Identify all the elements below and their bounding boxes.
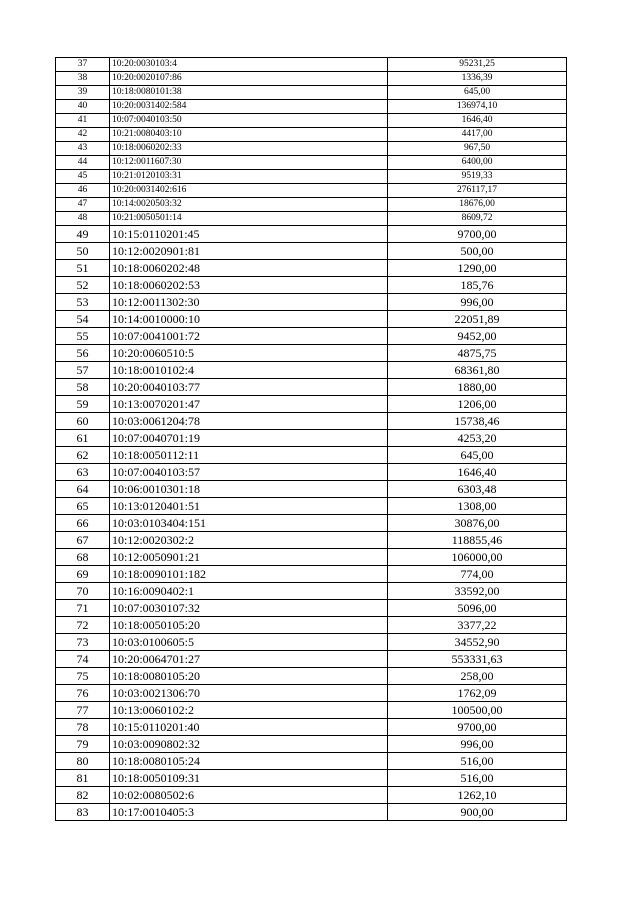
amount-cell: 996,00 [388, 294, 567, 311]
amount-cell: 1262,10 [388, 787, 567, 804]
amount-cell: 996,00 [388, 736, 567, 753]
amount-cell: 516,00 [388, 770, 567, 787]
cadastral-number-cell: 10:13:0120401:51 [110, 498, 388, 515]
cadastral-number-cell: 10:18:0050109:31 [110, 770, 388, 787]
table-row [56, 753, 567, 770]
table-row [56, 396, 567, 413]
cadastral-number-cell: 10:20:0064701:27 [110, 651, 388, 668]
cadastral-number-cell: 10:16:0090402:1 [110, 583, 388, 600]
row-number-cell: 56 [56, 345, 110, 362]
row-number-cell: 83 [56, 804, 110, 821]
cadastral-number-cell: 10:07:0030107:32 [110, 600, 388, 617]
row-number-cell: 72 [56, 617, 110, 634]
row-number-cell: 74 [56, 651, 110, 668]
cadastral-number-cell: 10:14:0020503:32 [110, 198, 388, 212]
table-row [56, 277, 567, 294]
amount-cell: 6400,00 [388, 156, 567, 170]
row-number-cell: 80 [56, 753, 110, 770]
row-number-cell: 44 [56, 156, 110, 170]
row-number-cell: 64 [56, 481, 110, 498]
cadastral-number-cell: 10:03:0090802:32 [110, 736, 388, 753]
amount-cell: 9700,00 [388, 719, 567, 736]
table-row [56, 736, 567, 753]
cadastral-number-cell: 10:20:0031402:616 [110, 184, 388, 198]
row-number-cell: 51 [56, 260, 110, 277]
amount-cell: 118855,46 [388, 532, 567, 549]
table-row [56, 362, 567, 379]
cadastral-number-cell: 10:21:0080403:10 [110, 128, 388, 142]
row-number-cell: 75 [56, 668, 110, 685]
amount-cell: 4417,00 [388, 128, 567, 142]
amount-cell: 645,00 [388, 86, 567, 100]
amount-cell: 34552,90 [388, 634, 567, 651]
amount-cell: 3377,22 [388, 617, 567, 634]
cadastral-number-cell: 10:20:0020107:86 [110, 72, 388, 86]
row-number-cell: 81 [56, 770, 110, 787]
amount-cell: 33592,00 [388, 583, 567, 600]
cadastral-number-cell: 10:18:0060202:53 [110, 277, 388, 294]
table-row [56, 212, 567, 226]
table-row [56, 86, 567, 100]
row-number-cell: 55 [56, 328, 110, 345]
row-number-cell: 78 [56, 719, 110, 736]
table-row [56, 128, 567, 142]
cadastral-number-cell: 10:20:0031402:584 [110, 100, 388, 114]
table-row [56, 243, 567, 260]
table-row [56, 430, 567, 447]
row-number-cell: 77 [56, 702, 110, 719]
cadastral-number-cell: 10:02:0080502:6 [110, 787, 388, 804]
row-number-cell: 50 [56, 243, 110, 260]
row-number-cell: 66 [56, 515, 110, 532]
cadastral-number-cell: 10:13:0070201:47 [110, 396, 388, 413]
amount-cell: 68361,80 [388, 362, 567, 379]
table-row [56, 345, 567, 362]
row-number-cell: 82 [56, 787, 110, 804]
table-row [56, 481, 567, 498]
cadastral-number-cell: 10:06:0010301:18 [110, 481, 388, 498]
amount-cell: 9452,00 [388, 328, 567, 345]
cadastral-number-cell: 10:18:0080105:20 [110, 668, 388, 685]
cadastral-number-cell: 10:12:0020901:81 [110, 243, 388, 260]
table-row [56, 260, 567, 277]
amount-cell: 6303,48 [388, 481, 567, 498]
table-row [56, 379, 567, 396]
row-number-cell: 39 [56, 86, 110, 100]
cadastral-number-cell: 10:20:0060510:5 [110, 345, 388, 362]
row-number-cell: 57 [56, 362, 110, 379]
amount-cell: 136974,10 [388, 100, 567, 114]
table-row [56, 719, 567, 736]
amount-cell: 1646,40 [388, 114, 567, 128]
cadastral-number-cell: 10:15:0110201:40 [110, 719, 388, 736]
amount-cell: 30876,00 [388, 515, 567, 532]
row-number-cell: 61 [56, 430, 110, 447]
row-number-cell: 70 [56, 583, 110, 600]
table-row [56, 668, 567, 685]
amount-cell: 553331,63 [388, 651, 567, 668]
table-row [56, 294, 567, 311]
row-number-cell: 62 [56, 447, 110, 464]
table-row [56, 170, 567, 184]
table-row [56, 634, 567, 651]
cadastral-number-cell: 10:18:0050105:20 [110, 617, 388, 634]
cadastral-number-cell: 10:18:0050112:11 [110, 447, 388, 464]
table-row [56, 787, 567, 804]
table-row [56, 702, 567, 719]
amount-cell: 967,50 [388, 142, 567, 156]
cadastral-number-cell: 10:18:0060202:33 [110, 142, 388, 156]
cadastral-number-cell: 10:03:0061204:78 [110, 413, 388, 430]
amount-cell: 900,00 [388, 804, 567, 821]
table-row [56, 72, 567, 86]
table-row [56, 156, 567, 170]
cadastral-number-cell: 10:21:0050501:14 [110, 212, 388, 226]
amount-cell: 18676,00 [388, 198, 567, 212]
cadastral-number-cell: 10:03:0021306:70 [110, 685, 388, 702]
row-number-cell: 63 [56, 464, 110, 481]
amount-cell: 4875,75 [388, 345, 567, 362]
table-row [56, 532, 567, 549]
row-number-cell: 40 [56, 100, 110, 114]
cadastral-number-cell: 10:07:0040103:57 [110, 464, 388, 481]
amount-cell: 1336,39 [388, 72, 567, 86]
amount-cell: 15738,46 [388, 413, 567, 430]
table-row [56, 100, 567, 114]
amount-cell: 9519,33 [388, 170, 567, 184]
cadastral-number-cell: 10:12:0011607:30 [110, 156, 388, 170]
amount-cell: 100500,00 [388, 702, 567, 719]
amount-cell: 774,00 [388, 566, 567, 583]
cadastral-number-cell: 10:14:0010000:10 [110, 311, 388, 328]
table-row [56, 515, 567, 532]
amount-cell: 185,76 [388, 277, 567, 294]
cadastral-number-cell: 10:12:0050901:21 [110, 549, 388, 566]
amount-cell: 5096,00 [388, 600, 567, 617]
row-number-cell: 76 [56, 685, 110, 702]
row-number-cell: 54 [56, 311, 110, 328]
cadastral-number-cell: 10:03:0100605:5 [110, 634, 388, 651]
table-row [56, 549, 567, 566]
row-number-cell: 41 [56, 114, 110, 128]
cadastral-number-cell: 10:13:0060102:2 [110, 702, 388, 719]
row-number-cell: 42 [56, 128, 110, 142]
amount-cell: 1762,09 [388, 685, 567, 702]
table-row [56, 142, 567, 156]
row-number-cell: 43 [56, 142, 110, 156]
row-number-cell: 73 [56, 634, 110, 651]
table-row [56, 58, 567, 72]
cadastral-number-cell: 10:03:0103404:151 [110, 515, 388, 532]
row-number-cell: 45 [56, 170, 110, 184]
cadastral-number-cell: 10:18:0060202:48 [110, 260, 388, 277]
amount-cell: 1206,00 [388, 396, 567, 413]
cadastral-value-table [55, 57, 567, 821]
table-row [56, 311, 567, 328]
table-row [56, 600, 567, 617]
amount-cell: 1880,00 [388, 379, 567, 396]
amount-cell: 95231,25 [388, 58, 567, 72]
table-row [56, 498, 567, 515]
amount-cell: 8609,72 [388, 212, 567, 226]
cadastral-number-cell: 10:15:0110201:45 [110, 226, 388, 243]
table-row [56, 328, 567, 345]
row-number-cell: 65 [56, 498, 110, 515]
row-number-cell: 71 [56, 600, 110, 617]
amount-cell: 258,00 [388, 668, 567, 685]
cadastral-number-cell: 10:07:0040701:19 [110, 430, 388, 447]
row-number-cell: 49 [56, 226, 110, 243]
table-row [56, 184, 567, 198]
row-number-cell: 48 [56, 212, 110, 226]
table-row [56, 114, 567, 128]
table-row [56, 413, 567, 430]
amount-cell: 1646,40 [388, 464, 567, 481]
table-row [56, 685, 567, 702]
row-number-cell: 68 [56, 549, 110, 566]
cadastral-number-cell: 10:18:0080105:24 [110, 753, 388, 770]
cadastral-number-cell: 10:07:0040103:50 [110, 114, 388, 128]
amount-cell: 9700,00 [388, 226, 567, 243]
table-row [56, 226, 567, 243]
cadastral-number-cell: 10:12:0011302:30 [110, 294, 388, 311]
table-row [56, 464, 567, 481]
table-row [56, 617, 567, 634]
amount-cell: 500,00 [388, 243, 567, 260]
table-row [56, 566, 567, 583]
row-number-cell: 53 [56, 294, 110, 311]
amount-cell: 22051,89 [388, 311, 567, 328]
table-row [56, 770, 567, 787]
cadastral-number-cell: 10:18:0080101:38 [110, 86, 388, 100]
amount-cell: 106000,00 [388, 549, 567, 566]
cadastral-number-cell: 10:20:0040103:77 [110, 379, 388, 396]
amount-cell: 516,00 [388, 753, 567, 770]
cadastral-number-cell: 10:17:0010405:3 [110, 804, 388, 821]
row-number-cell: 46 [56, 184, 110, 198]
amount-cell: 1308,00 [388, 498, 567, 515]
row-number-cell: 60 [56, 413, 110, 430]
amount-cell: 276117,17 [388, 184, 567, 198]
cadastral-number-cell: 10:20:0030103:4 [110, 58, 388, 72]
cadastral-number-cell: 10:18:0090101:182 [110, 566, 388, 583]
table-body [56, 58, 567, 821]
row-number-cell: 58 [56, 379, 110, 396]
row-number-cell: 59 [56, 396, 110, 413]
table-row [56, 198, 567, 212]
table-row [56, 583, 567, 600]
row-number-cell: 37 [56, 58, 110, 72]
row-number-cell: 69 [56, 566, 110, 583]
row-number-cell: 47 [56, 198, 110, 212]
cadastral-number-cell: 10:12:0020302:2 [110, 532, 388, 549]
cadastral-number-cell: 10:21:0120103:31 [110, 170, 388, 184]
row-number-cell: 67 [56, 532, 110, 549]
row-number-cell: 38 [56, 72, 110, 86]
row-number-cell: 79 [56, 736, 110, 753]
table-row [56, 804, 567, 821]
cadastral-number-cell: 10:18:0010102:4 [110, 362, 388, 379]
amount-cell: 1290,00 [388, 260, 567, 277]
table-row [56, 447, 567, 464]
table-row [56, 651, 567, 668]
amount-cell: 4253,20 [388, 430, 567, 447]
cadastral-number-cell: 10:07:0041001:72 [110, 328, 388, 345]
row-number-cell: 52 [56, 277, 110, 294]
amount-cell: 645,00 [388, 447, 567, 464]
